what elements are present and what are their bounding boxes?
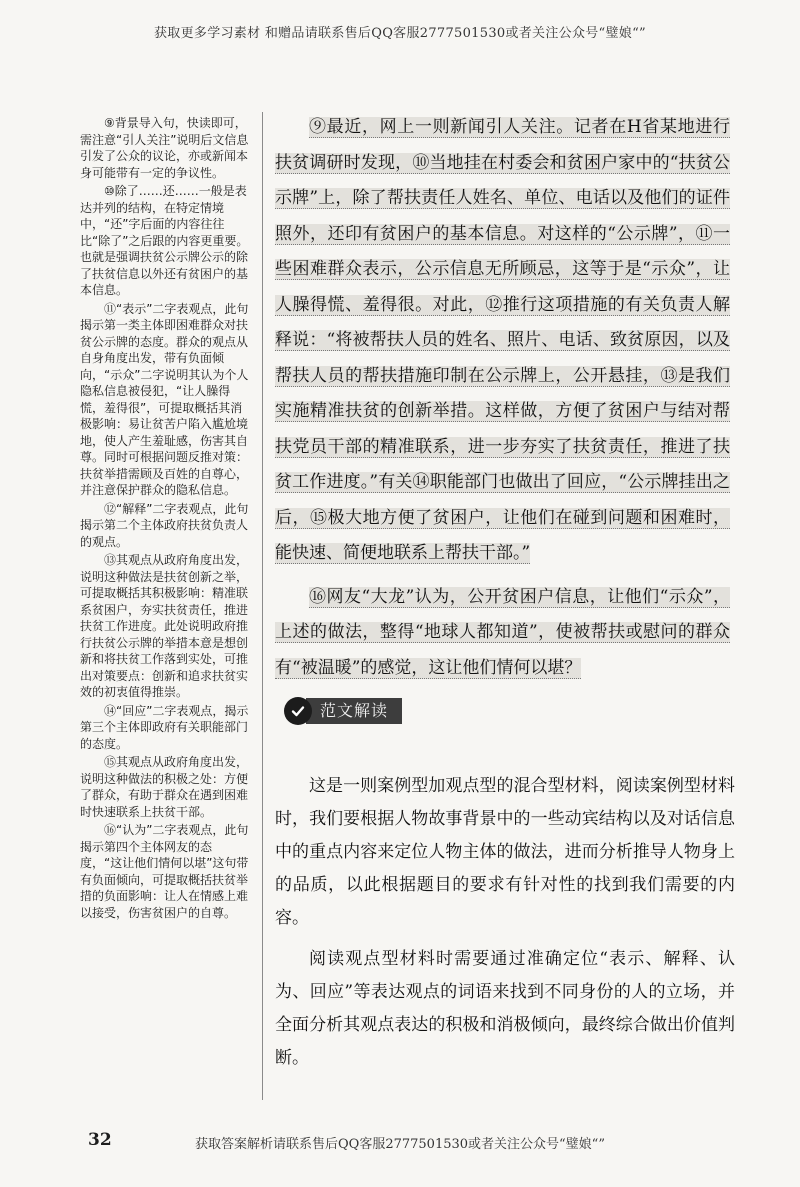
annotation-9: ⑨背景导入句，快读即可，需注意“引人关注”说明后文信息引发了公众的议论，亦或新闻本身可能带有一定的争议性。 [80,116,249,180]
annotation-12: ⑫“解释”二字表观点，此句揭示第二个主体政府扶贫负责人的观点。 [80,501,249,549]
excerpt-text-1: ⑨最近，网上一则新闻引人关注。记者在H省某地进行扶贫调研时发现，⑩当地挂在村委会和贫困户家中的“扶贫公示牌”上，除了帮扶责任人姓名、单位、电话以及他们的证件照外，还印有贫困户的基本信息。对这样的“公示牌”，⑪一些困难群众表示，公示信息无所顾忌，这等于是“示众”，让人臊得慌、羞得很。对此，⑫推行这项措施的有关负责人解释说：“将被帮扶人员的姓名、照片、电话、致贫原因，以及帮扶人员的帮扶措施印制在公示牌上，公开悬挂，⑬是我们实施精准扶贫的创新举措。这样做，方便了贫困户与结对帮扶党员干部的精准联系，进一步夯实了扶贫责任，推进了扶贫工作进度。”有关⑭职能部门也做出了回应，“公示牌挂出之后，⑮极大地方便了贫困户，让他们在碰到问题和困难时，能快速、简便地联系上帮扶干部。” [275,117,730,563]
side-annotations [80,115,250,923]
analysis-paragraph-1: 这是一则案例型加观点型的混合型材料，阅读案例型材料时，我们要根据人物故事背景中的一些动宾结构以及对话信息中的重点内容来定位人物主体的做法，进而分析推导人物身上的品质，以此根据题目的要求有针对性的找到我们需要的内容。 [275,776,735,928]
annotation-13: ⑬其观点从政府角度出发，说明这种做法是扶贫创新之举，可提取概括其积极影响：精准联系贫困户，夯实扶贫责任，推进扶贫工作进度。此处说明政府推行扶贫公示牌的举措本意是想创新和将扶贫工作落到实处，可推出对策要点：创新和追求扶贫实效的初衷值得推崇。 [80,553,249,699]
annotation-14: ⑭“回应”二字表观点，揭示第三个主体即政府有关职能部门的态度。 [80,703,249,751]
excerpt-paragraph [275,110,730,572]
column-divider [262,112,263,1100]
annotation-10: ⑩除了……还……一般是表达并列的结构，在特定情境中，“还”字后面的内容往往比“除了”之后跟的内容更重要。也就是强调扶贫公示牌公示的除了扶贫信息以外还有贫困户的基本信息。 [80,184,249,297]
annotation-11: ⑪“表示”二字表观点，此句揭示第一类主体即困难群众对扶贫公示牌的态度。群众的观点从自身角度出发，带有负面倾向，“示众”二字说明其认为个人隐私信息被侵犯，“让人臊得慌，羞得很”，可提取概括其消极影响：易让贫苦户陷入尴尬境地，使人产生羞耻感，伤害其自尊。同时可根据问题反推对策：扶贫举措需顾及百姓的自尊心，并注意保护群众的隐私信息。 [80,301,249,497]
analysis-paragraph-2: 阅读观点型材料时需要通过准确定位“表示、解释、认为、回应”等表达观点的词语来找到不同身份的人的立场，并全面分析其观点表达的积极和消极倾向，最终综合做出价值判断。 [275,949,735,1068]
page-footer-notice: 获取答案解析请联系售后QQ客服2777501530或者关注公众号“璧娘“” [195,1137,605,1152]
analysis-section [275,770,735,1083]
checkmark-icon [284,697,312,725]
annotation-15: ⑮其观点从政府角度出发，说明这种做法的积极之处：方便了群众，有助于群众在遇到困难时快速联系上扶贫干部。 [80,755,249,819]
page-header-notice: 获取更多学习素材 和赠品请联系售后QQ客服2777501530或者关注公众号“璧娘“” [154,26,646,41]
page-number: 32 [88,1130,112,1150]
excerpt-text-2: ⑯网友“大龙”认为，公开贫困户信息，让他们“示众”，上述的做法，整得“地球人都知道”，使被帮扶或慰问的群众有“被温暖”的感觉，这让他们情何以堪？ [275,586,730,678]
section-title: 范文解读 [306,698,402,724]
section-badge [284,696,402,726]
material-excerpt [275,110,730,686]
excerpt-paragraph [275,580,730,687]
annotation-16: ⑯“认为”二字表观点，此句揭示第四个主体网友的态度，“这让他们情何以堪”这句带有负面倾向，可提取概括扶贫举措的负面影响：让人在情感上难以接受，伤害贫困户的自尊。 [80,823,249,920]
